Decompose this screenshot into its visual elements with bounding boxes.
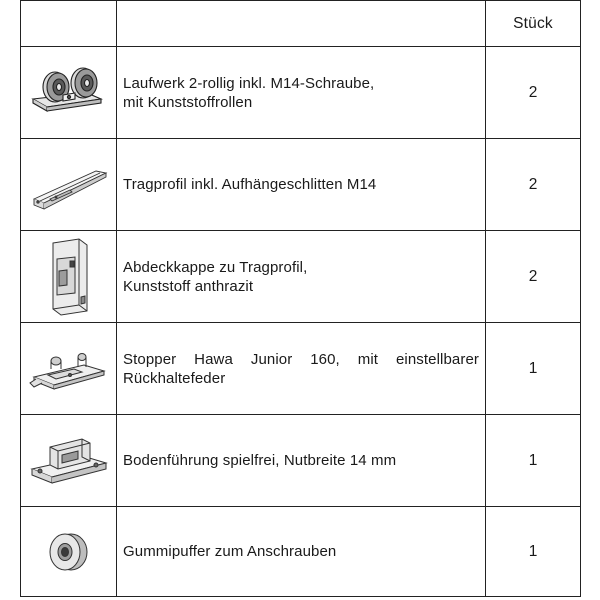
table-row: [21, 47, 581, 139]
description-cell: [117, 323, 486, 415]
table-row: [21, 415, 581, 507]
quantity-cell: 2: [486, 47, 581, 139]
rubber-buffer-icon: [39, 522, 99, 582]
image-cell: [21, 139, 117, 231]
table-header-row: [21, 1, 581, 47]
table-row: [21, 231, 581, 323]
description-line: Bodenführung spielfrei, Nutbreite 14 mm: [123, 452, 397, 469]
header-image-cell: [21, 1, 117, 47]
header-description-cell: [117, 1, 486, 47]
quantity-cell: 2: [486, 231, 581, 323]
description-cell: [117, 415, 486, 507]
image-cell: [21, 231, 117, 323]
end-cap-icon: [39, 237, 99, 317]
table-row: [21, 139, 581, 231]
image-cell: [21, 415, 117, 507]
description-line: Tragprofil inkl. Aufhängeschlitten M14: [123, 176, 377, 193]
description-line: Laufwerk 2-rollig inkl. M14-Schraube,: [123, 74, 375, 92]
track-profile-icon: [26, 155, 112, 215]
quantity-cell: 1: [486, 415, 581, 507]
stopper-icon: [26, 339, 112, 399]
quantity-cell: 2: [486, 139, 581, 231]
roller-carriage-icon: [27, 63, 111, 123]
description-line: Gummipuffer zum Anschrauben: [123, 543, 337, 560]
description-line: Kunststoff anthrazit: [123, 277, 254, 295]
table-row: [21, 507, 581, 597]
description-line: Stopper Hawa Junior 160, mit einstellbarer: [123, 350, 479, 368]
quantity-cell: 1: [486, 323, 581, 415]
description-cell: [117, 47, 486, 139]
description-cell: [117, 507, 486, 597]
image-cell: [21, 47, 117, 139]
table-row: [21, 323, 581, 415]
image-cell: [21, 323, 117, 415]
parts-list-table: [20, 0, 581, 597]
floor-guide-icon: [26, 429, 112, 493]
header-quantity-cell: Stück: [486, 1, 581, 47]
description-line: mit Kunststoffrollen: [123, 93, 253, 111]
image-cell: [21, 507, 117, 597]
description-cell: [117, 231, 486, 323]
description-line: Abdeckkappe zu Tragprofil,: [123, 258, 308, 276]
description-cell: [117, 139, 486, 231]
quantity-cell: 1: [486, 507, 581, 597]
description-line: Rückhaltefeder: [123, 369, 226, 387]
